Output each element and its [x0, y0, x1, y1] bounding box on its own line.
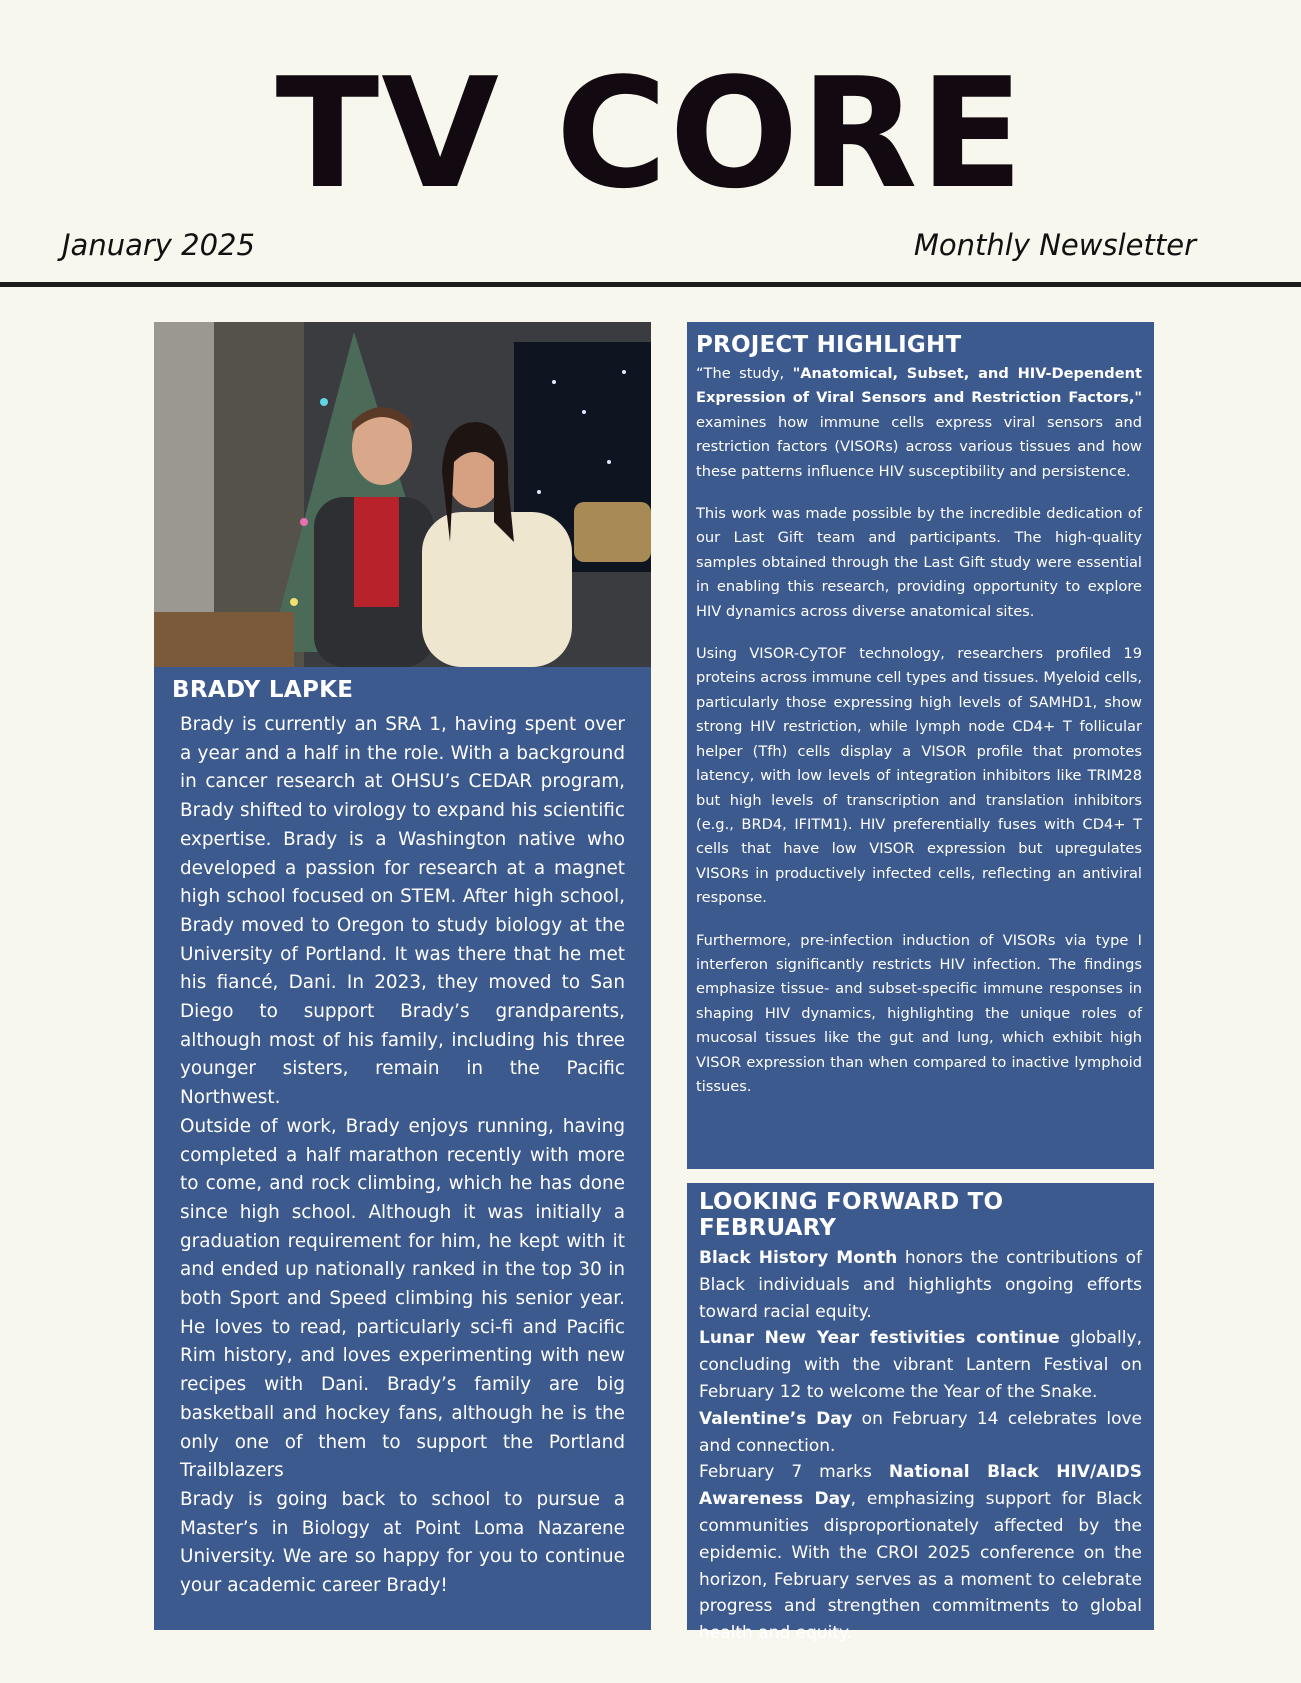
profile-panel: [154, 667, 651, 1630]
looking-forward-panel: [687, 1183, 1154, 1644]
forward-item-4-rest: , emphasizing support for Black communities disproportionately affected by the epidemic. With the CROI 2025 conference on the horizon, February serves as a moment to celebrate progress and strengthen commitments to global health and equity.: [699, 1489, 1142, 1644]
project-paragraph-1-open: “The study,: [696, 365, 793, 382]
profile-photo: [154, 322, 651, 667]
forward-item-3-bold: Valentine’s Day: [699, 1408, 853, 1429]
forward-item-1-bold: Black History Month: [699, 1248, 898, 1268]
forward-item-4: [699, 1459, 1142, 1647]
project-paragraph-1-rest: examines how immune cells express viral sensors and restriction factors (VISORs) across various tissues and how these patterns influence HIV susceptibility and persistence.: [696, 413, 1142, 480]
looking-forward-title: LOOKING FORWARD TO FEBRUARY: [699, 1189, 1004, 1241]
project-highlight-title: PROJECT HIGHLIGHT: [696, 332, 962, 358]
profile-paragraph-3: Brady is going back to school to pursue a Master’s in Biology at Point Loma Nazarene University. We are so happy for you to continue your academic career Brady!: [180, 1488, 625, 1597]
project-paragraph-4: Furthermore, pre-infection induction of VISORs via type I interferon significantly restricts HIV infection. The findings emphasize tissue- and subset-specific immune responses in shaping HIV dynamics, highlighting the unique roles of mucosal tissues like the gut and lung, which exhibit high VISOR expression than when compared to inactive lymphoid tissues.: [696, 931, 1142, 1095]
project-highlight-panel: [687, 322, 1154, 1169]
profile-paragraph-2: Outside of work, Brady enjoys running, having completed a half marathon recently with more to come, and rock climbing, which he has done since high school. Although it was initially a graduation requirement for him, he kept with it and ended up nationally ranked in the top 30 in both Sport and Speed climbing his senior year. He loves to read, particularly sci-fi and Pacific Rim history, and loves experimenting with new recipes with Dani. Brady’s family are big basketball and hockey fans, although he is the only one of them to support the Portland Trailblazers: [180, 1115, 625, 1482]
forward-item-3: [699, 1406, 1142, 1460]
project-paragraph-3: Using VISOR-CyTOF technology, researchers profiled 19 proteins across immune cell types and tissues. Myeloid cells, particularly those expressing high levels of SAMHD1, show strong HIV restriction, while lymph node CD4+ T follicular helper (Tfh) cells display a VISOR profile that promotes latency, with low levels of integration inhibitors like TRIM28 but high levels of transcription and translation inhibitors (e.g., BRD4, IFITM1). HIV preferentially fuses with CD4+ T cells that have low VISOR expression but upregulates VISORs in productively infected cells, reflecting an antiviral response.: [696, 645, 1142, 907]
newsletter-masthead: TV CORE: [275, 45, 1026, 222]
issue-date: January 2025: [62, 228, 255, 262]
project-paragraph-1: [696, 362, 1142, 484]
forward-item-1-rest: honors the contributions of Black individuals and highlights ongoing efforts toward racial equity.: [699, 1248, 1142, 1322]
forward-item-4-bold: National Black HIV/AIDS Awareness Day: [699, 1462, 1142, 1510]
project-paragraph-2: This work was made possible by the incredible dedication of our Last Gift team and participants. The high-quality samples obtained through the Last Gift study were essential in enabling this research, providing opportunity to explore HIV dynamics across diverse anatomical sites.: [696, 505, 1142, 620]
forward-item-4-open: February 7 marks: [699, 1462, 889, 1483]
profile-paragraph-1: Brady is currently an SRA 1, having spent over a year and a half in the role. With a background in cancer research at OHSU’s CEDAR program, Brady shifted to virology to expand his scientific expertise. Brady is a Washington native who developed a passion for research at a magnet high school focused on STEM. After high school, Brady moved to Oregon to study biology at the University of Portland. It was there that he met his fiancé, Dani. In 2023, they moved to San Diego to support Brady’s grandparents, although most of his family, including his three younger sisters, remain in the Pacific Northwest.: [180, 714, 625, 1109]
profile-name: BRADY LAPKE: [172, 677, 354, 703]
forward-item-1: [699, 1245, 1142, 1325]
header-divider: [0, 282, 1301, 287]
issue-label: Monthly Newsletter: [913, 228, 1196, 262]
study-title: "Anatomical, Subset, and HIV-Dependent Expression of Viral Sensors and Restriction Factors,": [696, 365, 1142, 407]
forward-item-3-rest: on February 14 celebrates love and connection.: [699, 1408, 1142, 1456]
couple-photo-image: [154, 322, 651, 667]
forward-item-2-bold: Lunar New Year festivities continue: [699, 1328, 1060, 1349]
forward-item-2-rest: globally, concluding with the vibrant Lantern Festival on February 12 to welcome the Year of the Snake.: [699, 1328, 1142, 1402]
forward-item-2: [699, 1325, 1142, 1405]
